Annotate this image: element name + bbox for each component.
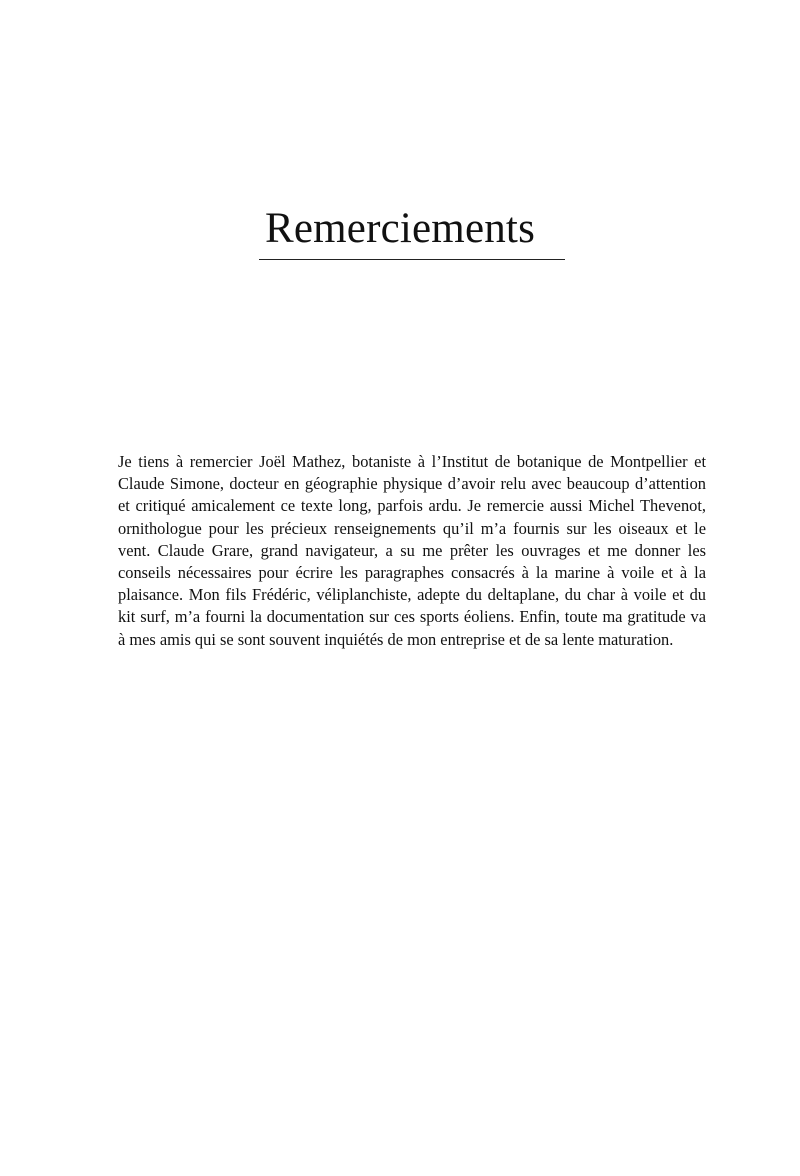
acknowledgements-paragraph: Je tiens à remercier Joël Mathez, botaniste à l’Institut de botanique de Montpellier et Claude Simone, docteur en géographie physique d’avoir relu avec beaucoup d’attention et critiqué amicalement ce texte long, parfois ardu. Je remercie aussi Michel Thevenot, ornithologue pour les précieux renseignements qu’il m’a fournis sur les oiseaux et le vent. Claude Grare, grand navigateur, a su me prêter les ouvrages et me donner les conseils nécessaires pour écrire les paragraphes consacrés à la marine à voile et à la plaisance. Mon fils Frédéric, véliplanchiste, adepte du deltaplane, du char à voile et du kit surf, m’a fourni la documentation sur ces sports éoliens. Enfin, toute ma gratitude va à mes amis qui se sont souvent inquiétés de mon entreprise et de sa lente maturation. bbox=[118, 452, 706, 649]
title-block bbox=[0, 200, 800, 258]
page-title: Remerciements bbox=[264, 205, 536, 252]
title-underline-rule bbox=[259, 259, 565, 260]
